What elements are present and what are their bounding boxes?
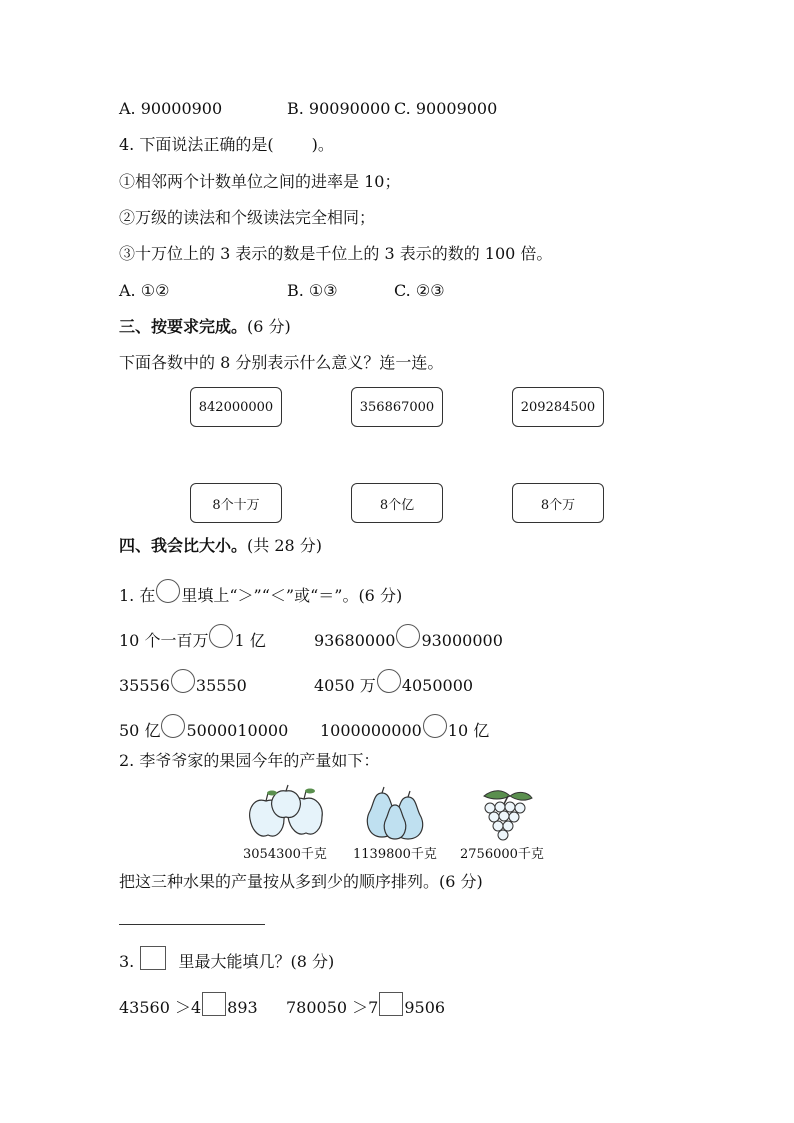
s4-q2-instruction: 把这三种水果的产量按从多到少的顺序排列。(6 分) xyxy=(119,872,483,891)
meaning-box-3[interactable]: 8个万 xyxy=(512,483,604,523)
section-4-heading: 四、我会比大小。(共 28 分) xyxy=(119,536,323,555)
pear-icon xyxy=(360,783,430,841)
compare-circle[interactable] xyxy=(171,669,195,693)
compare-circle[interactable] xyxy=(161,714,185,738)
compare-row-1-right: 93680000 93000000 xyxy=(314,624,503,652)
compare-row-1-left: 10 个一百万 1 亿 xyxy=(119,624,266,652)
grape-amount: 2756000千克 xyxy=(460,847,544,862)
compare-circle[interactable] xyxy=(423,714,447,738)
s4-q1-stem: 1. 在 里填上“＞”“＜”或“＝”。(6 分) xyxy=(119,579,402,607)
q4-stem: 4. 下面说法正确的是( )。 xyxy=(119,135,334,154)
q4-option-b: B. ①③ xyxy=(287,281,338,300)
fill-box-sample xyxy=(140,946,166,970)
q4-option-a: A. ①② xyxy=(119,281,170,300)
q4-statement-1: ①相邻两个计数单位之间的进率是 10； xyxy=(119,172,401,191)
compare-circle[interactable] xyxy=(377,669,401,693)
compare-row-3-left: 50 亿 5000010000 xyxy=(119,714,288,742)
option-b: B. 90090000 xyxy=(287,99,391,118)
fill-box[interactable] xyxy=(202,992,226,1016)
q3-options xyxy=(119,98,222,120)
option-a: A. 90000900 xyxy=(119,99,223,118)
number-box-1[interactable]: 842000000 xyxy=(190,387,282,427)
answer-line[interactable] xyxy=(119,924,265,925)
compare-circle[interactable] xyxy=(396,624,420,648)
fill-expression-2: 780050 ＞7 9506 xyxy=(286,992,445,1019)
compare-row-2-right: 4050 万 4050000 xyxy=(314,669,473,697)
apple-amount: 3054300千克 xyxy=(243,847,327,862)
q4-statement-2: ②万级的读法和个级读法完全相同； xyxy=(119,208,376,227)
s4-q3-stem: 3. 里最大能填几？(8 分) xyxy=(119,946,334,973)
pear-amount: 1139800千克 xyxy=(353,847,437,862)
fill-expression-1: 43560 ＞4 893 xyxy=(119,992,258,1019)
s4-q2-stem: 2. 李爷爷家的果园今年的产量如下： xyxy=(119,751,380,770)
compare-row-2-left: 35556 35550 xyxy=(119,669,247,697)
compare-circle[interactable] xyxy=(209,624,233,648)
number-box-2[interactable]: 356867000 xyxy=(351,387,443,427)
meaning-box-1[interactable]: 8个十万 xyxy=(190,483,282,523)
meaning-box-2[interactable]: 8个亿 xyxy=(351,483,443,523)
section-3-heading: 三、按要求完成。(6 分) xyxy=(119,317,291,336)
section-3-instruction: 下面各数中的 8 分别表示什么意义？连一连。 xyxy=(119,353,444,372)
number-box-3[interactable]: 209284500 xyxy=(512,387,604,427)
grape-icon xyxy=(474,786,534,842)
fill-box[interactable] xyxy=(379,992,403,1016)
q4-option-c: C. ②③ xyxy=(394,281,445,300)
q4-statement-3: ③十万位上的 3 表示的数是千位上的 3 表示的数的 100 倍。 xyxy=(119,244,553,263)
option-c: C. 90009000 xyxy=(394,99,498,118)
compare-row-3-right: 1000000000 10 亿 xyxy=(320,714,489,742)
compare-circle-sample xyxy=(156,579,180,603)
apple-icon xyxy=(246,783,330,841)
